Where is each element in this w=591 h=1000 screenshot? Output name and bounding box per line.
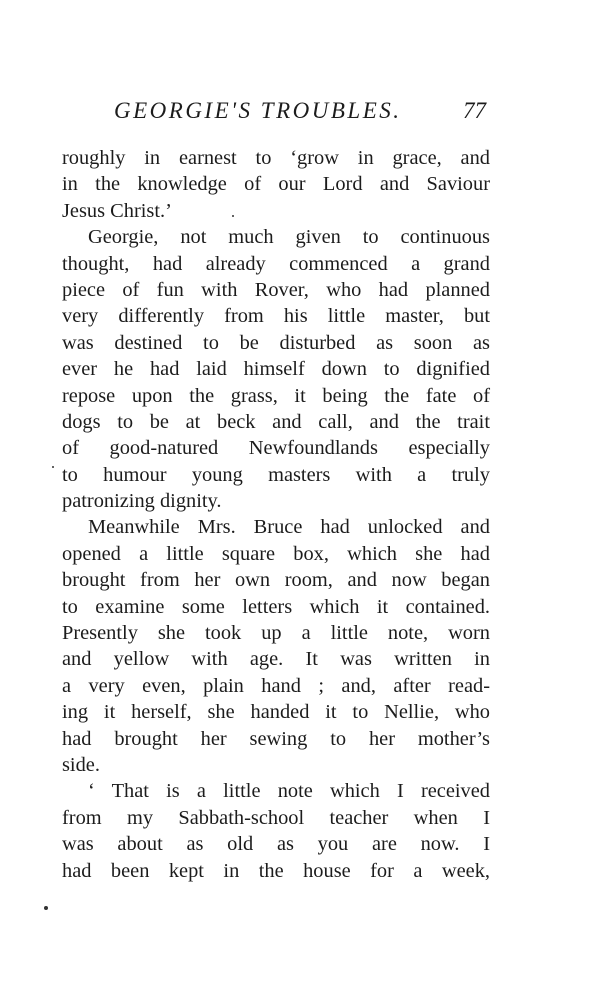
text-line: thought, had already commenced a grand	[62, 252, 490, 275]
text-line: opened a little square box, which she had	[62, 542, 490, 565]
text-line: a very even, plain hand ; and, after read-	[62, 674, 490, 697]
text-line: side.	[62, 753, 100, 776]
text-line: had been kept in the house for a week,	[62, 859, 490, 882]
text-line: roughly in earnest to ‘grow in grace, and	[62, 147, 490, 169]
text-line: ever he had laid himself down to dignified	[62, 358, 490, 381]
text-line: from my Sabbath-school teacher when I	[62, 806, 490, 829]
running-title: GEORGIE'S TROUBLES.	[114, 98, 402, 123]
text-line: ing it herself, she handed it to Nellie, who	[62, 701, 490, 724]
text-line: and yellow with age. It was written in	[62, 648, 490, 671]
text-line: Meanwhile Mrs. Bruce had unlocked and	[88, 516, 490, 539]
text-line: patronizing dignity.	[62, 490, 222, 513]
text-line: to examine some letters which it contained.	[62, 595, 490, 618]
text-line: very differently from his little master, but	[62, 305, 490, 328]
text-line: Presently she took up a little note, worn	[62, 622, 490, 645]
text-line: had brought her sewing to her mother’s	[62, 727, 490, 750]
text-line: was about as old as you are now. I	[62, 833, 490, 856]
print-speck	[232, 215, 234, 217]
print-speck	[52, 466, 54, 468]
text-line: Jesus Christ.’	[62, 199, 172, 222]
text-line: of good-natured Newfoundlands especially	[62, 437, 490, 460]
text-line: repose upon the grass, it being the fate of	[62, 384, 490, 407]
text-line: brought from her own room, and now began	[62, 569, 490, 592]
text-line: piece of fun with Rover, who had planned	[62, 278, 490, 301]
text-line: Georgie, not much given to continuous	[88, 226, 490, 249]
text-line: in the knowledge of our Lord and Saviour	[62, 173, 490, 196]
text-line: to humour young masters with a truly	[62, 463, 490, 486]
text-line: was destined to be disturbed as soon as	[62, 331, 490, 354]
print-speck	[44, 906, 48, 910]
running-head	[62, 98, 492, 132]
text-line: dogs to be at beck and call, and the trait	[62, 410, 490, 433]
text-line: ‘ That is a little note which I received	[88, 780, 490, 803]
body-text	[62, 145, 490, 884]
page-number: 77	[463, 98, 486, 123]
